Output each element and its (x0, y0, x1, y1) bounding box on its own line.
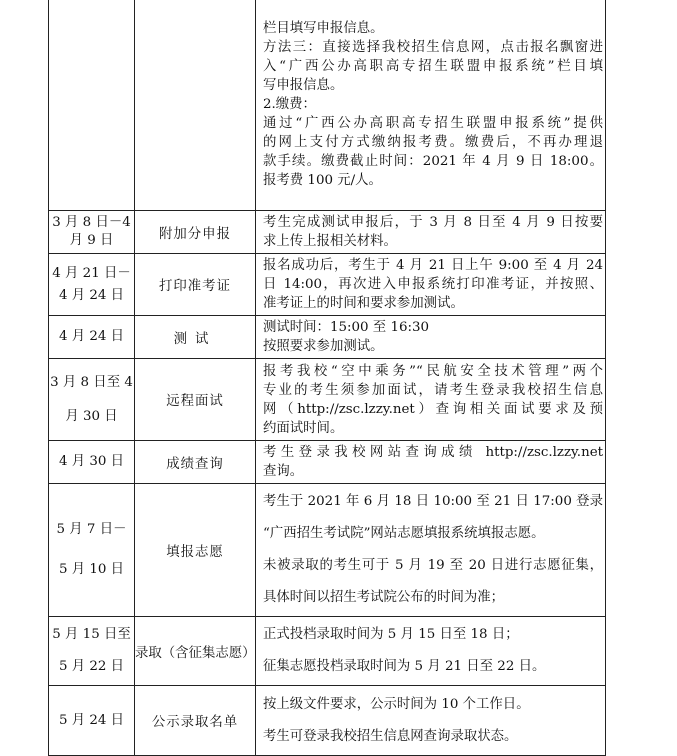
table-row (49, 617, 606, 686)
date-line: 5 月 15 日至 (52, 627, 131, 642)
date-line: 5 月 22 日 (58, 659, 125, 674)
desc-line: 具体时间以招生考试院公布的时间为准； (263, 590, 505, 605)
table-row (49, 316, 606, 359)
desc-line: 未被录取的考生可于 5 月 19 至 20 日进行志愿征集， (263, 558, 603, 573)
item-cell (135, 0, 256, 211)
date-cell (49, 686, 135, 756)
item-label: 填报志愿 (166, 544, 224, 560)
date-line: 4 月 24 日 (58, 329, 125, 344)
item-cell (135, 484, 256, 617)
desc-line: 准考证上的时间和要求参加测试。 (263, 296, 464, 311)
item-label: 打印准考证 (159, 279, 231, 294)
desc-line: 方法三：直接选择我校招生信息网，点击报名飘窗进 (263, 40, 603, 55)
desc-cell (256, 441, 606, 484)
date-line: 5 月 7 日－ (56, 522, 127, 537)
desc-line: 按上级文件要求，公示时间为 10 个工作日。 (263, 696, 530, 712)
desc-cell (256, 254, 606, 316)
desc-cell (256, 211, 606, 254)
item-cell (135, 686, 256, 756)
item-label: 成绩查询 (166, 456, 224, 472)
desc-line: 报名成功后，考生于 4 月 21 日上午 9:00 至 4 月 24 (263, 258, 603, 273)
item-label: 录取（含征集志愿） (135, 645, 256, 661)
desc-line: 考生于 2021 年 6 月 18 日 10:00 至 21 日 17:00 登录 (263, 494, 603, 509)
desc-line: 栏目填写申报信息。 (263, 21, 384, 36)
table-row (49, 211, 606, 254)
table-row (49, 254, 606, 316)
date-line: 4 月 24 日 (58, 287, 125, 303)
desc-line: 网（http://zsc.lzzy.net）查询相关面试要求及预 (263, 401, 603, 417)
desc-line: 查询。 (263, 464, 304, 479)
date-cell (49, 359, 135, 441)
desc-line: 日 14:00，再次进入申报系统打印准考证，并按照、 (263, 277, 603, 292)
table-row (49, 0, 606, 211)
item-cell (135, 254, 256, 316)
date-line: 4 月 21 日－ (52, 265, 131, 281)
desc-line: 按照要求参加测试。 (263, 339, 384, 354)
date-cell (49, 441, 135, 484)
desc-cell (256, 617, 606, 686)
desc-line: 的网上支付方式缴纳报考费。缴费后，不再办理退 (263, 135, 603, 150)
date-line: 5 月 10 日 (58, 562, 125, 577)
table-row (49, 441, 606, 484)
date-cell (49, 0, 135, 211)
date-line: 月 30 日 (65, 408, 118, 424)
item-label: 公示录取名单 (151, 715, 239, 730)
date-cell (49, 316, 135, 359)
desc-cell (256, 359, 606, 441)
item-cell (135, 211, 256, 254)
date-cell (49, 254, 135, 316)
item-label: 远程面试 (166, 394, 224, 409)
date-line: 月 9 日 (69, 233, 114, 248)
desc-line: 测试时间：15:00 至 16:30 (263, 320, 430, 335)
item-cell (135, 441, 256, 484)
desc-cell (256, 484, 606, 617)
desc-line: 入“广西公办高职高专招生联盟申报系统”栏目填 (263, 59, 603, 74)
desc-line: 考生可登录我校招生信息网查询录取状态。 (263, 728, 518, 744)
table-row (49, 686, 606, 756)
desc-line: 征集志愿投档录取时间为 5 月 21 日至 22 日。 (263, 659, 546, 674)
desc-line: 写申报信息。 (263, 78, 344, 93)
desc-line: 款手续。缴费截止时间：2021 年 4 月 9 日 18:00。 (263, 154, 603, 169)
date-cell (49, 617, 135, 686)
date-line: 3 月 8 日－4 (52, 215, 131, 230)
desc-cell (256, 0, 606, 211)
date-line: 5 月 24 日 (58, 712, 125, 728)
item-cell (135, 617, 256, 686)
desc-line: 专业的考生须参加面试，请考生登录我校招生信息 (263, 382, 603, 398)
desc-cell (256, 316, 606, 359)
date-cell (49, 211, 135, 254)
desc-line: 正式投档录取时间为 5 月 15 日至 18 日； (263, 627, 519, 642)
date-line: 3 月 8 日至 4 (50, 374, 133, 390)
schedule-table (48, 0, 606, 756)
desc-line: 考生登录我校网站查询成绩 http://zsc.lzzy.net (263, 445, 603, 460)
item-label: 附加分申报 (159, 226, 231, 242)
item-cell (135, 359, 256, 441)
desc-line: 2.缴费： (263, 97, 316, 112)
desc-line: 通过“广西公办高职高专招生联盟申报系统”提供 (263, 116, 603, 131)
date-cell (49, 484, 135, 617)
desc-line: 约面试时间。 (263, 420, 344, 436)
table-row (49, 484, 606, 617)
desc-line: “广西招生考试院”网站志愿填报系统填报志愿。 (263, 526, 545, 541)
desc-cell (256, 686, 606, 756)
item-label: 测试 (173, 331, 217, 347)
desc-line: 报考费 100 元/人。 (263, 173, 382, 188)
table-row (49, 359, 606, 441)
desc-line: 求上传上报相关材料。 (263, 234, 397, 249)
item-cell (135, 316, 256, 359)
desc-line: 报考我校“空中乘务”“民航安全技术管理”两个 (263, 363, 603, 379)
desc-line: 考生完成测试申报后，于 3 月 8 日至 4 月 9 日按要 (263, 215, 603, 230)
date-line: 4 月 30 日 (58, 454, 125, 469)
